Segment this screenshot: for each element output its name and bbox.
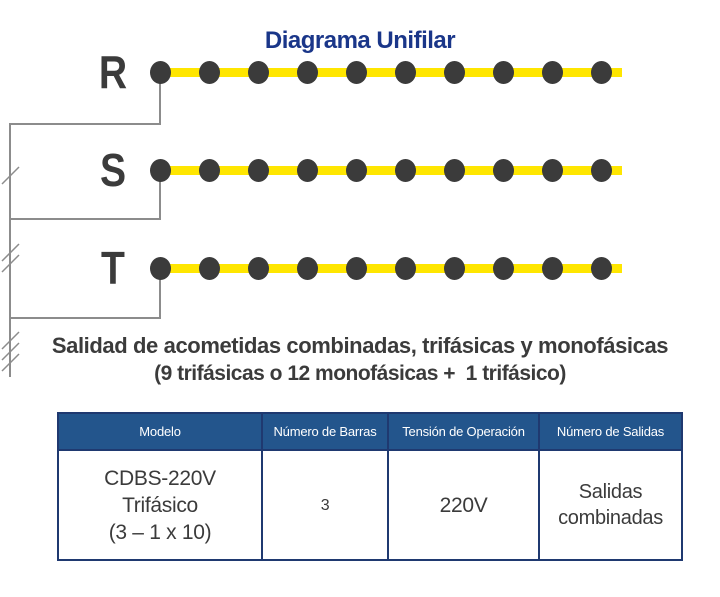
header-numero-de-barras: Número de Barras xyxy=(261,414,387,449)
connection-dot xyxy=(444,159,465,182)
connection-dot xyxy=(395,159,416,182)
caption-line-1: Salidad de acometidas combinadas, trifásicas y monofásicas xyxy=(51,333,669,358)
phase-label-s: S xyxy=(99,144,127,196)
connection-dot xyxy=(297,159,318,182)
connection-dot xyxy=(395,257,416,280)
header-tension-de-operacion: Tensión de Operación xyxy=(387,414,538,449)
connection-dot xyxy=(199,159,220,182)
connection-dot xyxy=(248,159,269,182)
phase-label-r: R xyxy=(98,46,128,98)
caption-line-2: (9 trifásicas o 12 monofásicas + 1 trifásico) xyxy=(154,362,566,385)
modelo-line-3: (3 – 1 x 10) xyxy=(108,520,212,544)
phase-r-feeder-line xyxy=(10,72,160,377)
connection-dot xyxy=(199,61,220,84)
phase-row-t xyxy=(0,238,720,298)
connection-dot xyxy=(150,257,171,280)
phase-row-r xyxy=(0,42,720,102)
connection-dot xyxy=(248,61,269,84)
spec-table xyxy=(57,412,683,561)
busbar-t-dots xyxy=(152,238,622,298)
connection-dot xyxy=(493,61,514,84)
diagram-title: Diagrama Unifilar xyxy=(264,27,456,54)
connection-dot xyxy=(150,159,171,182)
salidas-line-2: combinadas xyxy=(558,507,663,529)
connection-dot xyxy=(444,257,465,280)
connection-dot xyxy=(542,61,563,84)
cell-modelo xyxy=(59,451,261,559)
connection-dot xyxy=(297,61,318,84)
modelo-line-2: Trifásico xyxy=(122,493,198,517)
connection-dot xyxy=(346,159,367,182)
busbar-r-dots xyxy=(152,42,622,102)
cell-numero-de-salidas xyxy=(538,451,681,559)
phase-row-s xyxy=(0,140,720,200)
spec-table-body-row xyxy=(59,449,681,559)
connection-dot xyxy=(591,159,612,182)
header-numero-de-salidas: Número de Salidas xyxy=(538,414,681,449)
busbar-s-dots xyxy=(152,140,622,200)
connection-dot xyxy=(493,159,514,182)
header-modelo: Modelo xyxy=(59,414,261,449)
connection-dot xyxy=(444,61,465,84)
connection-dot xyxy=(199,257,220,280)
connection-dot xyxy=(395,61,416,84)
connection-dot xyxy=(493,257,514,280)
connection-dot xyxy=(542,257,563,280)
connection-dot xyxy=(346,61,367,84)
spec-table-header-row xyxy=(59,414,681,449)
connection-dot xyxy=(297,257,318,280)
connection-dot xyxy=(542,159,563,182)
connection-dot xyxy=(150,61,171,84)
connection-dot xyxy=(591,257,612,280)
connection-dot xyxy=(248,257,269,280)
salidas-line-1: Salidas xyxy=(578,481,643,503)
cell-numero-de-barras: 3 xyxy=(261,451,387,559)
phase-label-t: T xyxy=(101,242,125,294)
modelo-line-1: CDBS-220V xyxy=(104,466,216,490)
connection-dot xyxy=(591,61,612,84)
connection-dot xyxy=(346,257,367,280)
cell-tension-de-operacion: 220V xyxy=(387,451,538,559)
